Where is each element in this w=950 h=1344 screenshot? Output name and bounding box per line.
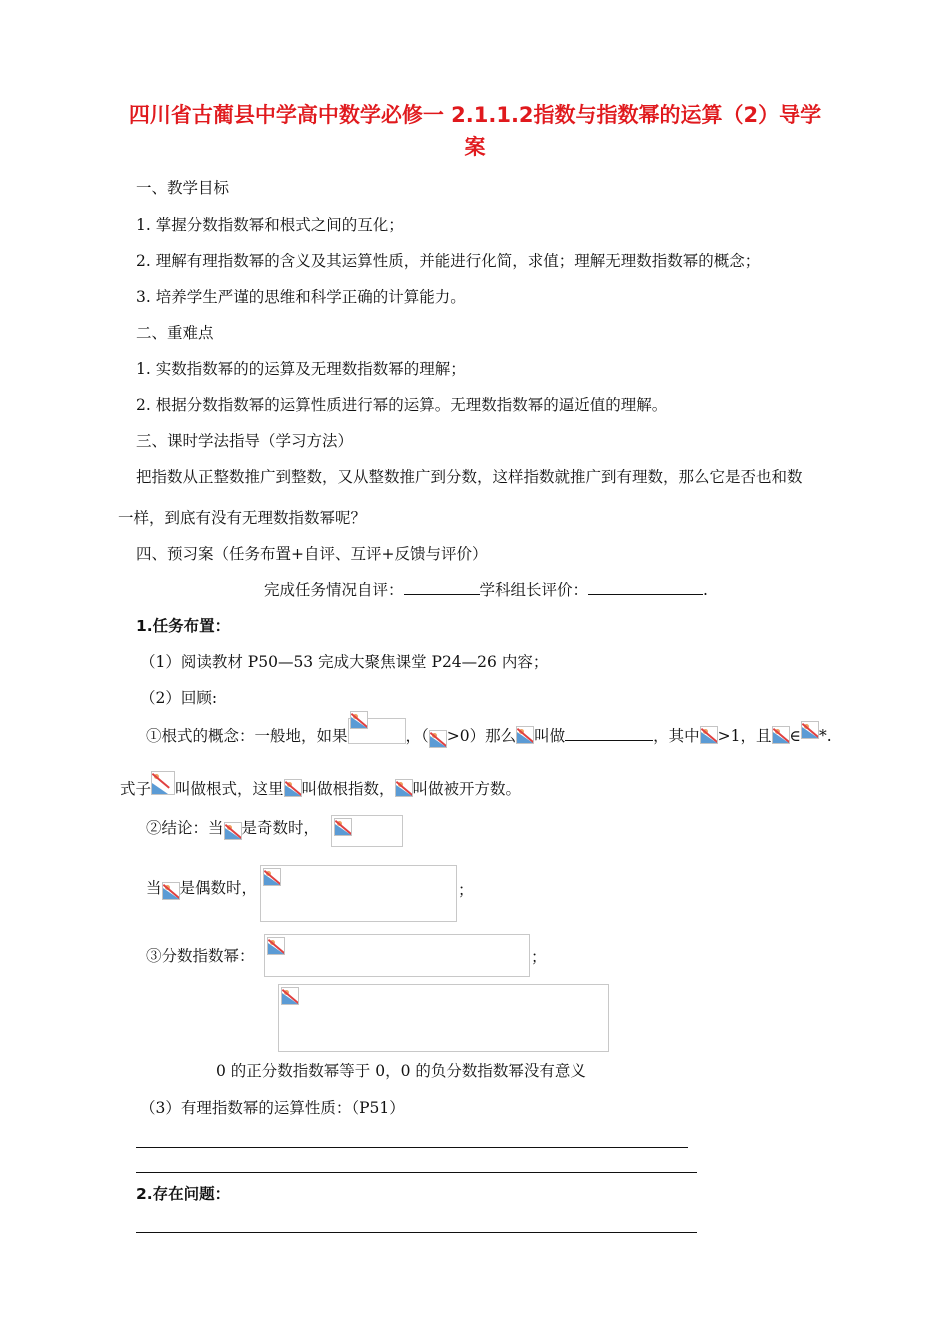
conclusion-text-a: ②结论：当 xyxy=(146,819,224,837)
task-heading: 1.任务布置： xyxy=(136,617,231,635)
section-method-heading: 三、课时学法指导（学习方法） xyxy=(136,432,354,450)
self-eval-label: 完成任务情况自评： xyxy=(264,581,404,599)
radical-concept-line xyxy=(146,718,832,748)
formula-image-n xyxy=(700,726,718,744)
problems-answer-line[interactable] xyxy=(136,1232,697,1233)
formula-image-radical xyxy=(151,771,175,795)
formula-image-n-odd xyxy=(224,822,242,840)
concept-text-e: ，其中 xyxy=(653,727,700,745)
formula-image-set-n xyxy=(801,721,819,739)
conclusion-text-d: 是偶数时， xyxy=(179,879,258,897)
section-objectives-heading: 一、教学目标 xyxy=(136,179,230,197)
formula-image-n-even xyxy=(162,882,180,900)
fraction-semicolon: ； xyxy=(531,948,547,966)
concept-text-b: ，（ xyxy=(405,727,429,745)
formula-box-even xyxy=(260,865,457,922)
concept-text-c: >0）那么 xyxy=(446,727,517,745)
keypoint-item-2: 2. 根据分数指数幂的运算性质进行幂的运算。无理数指数幂的逼近值的理解。 xyxy=(136,396,668,414)
section-preview-heading: 四、预习案（任务布置+自评、互评+反馈与评价） xyxy=(136,545,488,563)
concept-text-h: *. xyxy=(819,727,832,745)
leader-eval-label: 学科组长评价： xyxy=(479,581,589,599)
answer-line-1[interactable] xyxy=(136,1147,688,1148)
formula-image-index xyxy=(284,779,302,797)
concept-text-d: 叫做 xyxy=(534,727,566,745)
conclusion-semicolon: ； xyxy=(458,881,474,899)
broken-image-icon xyxy=(263,868,281,886)
broken-image-icon xyxy=(267,937,285,955)
concept-text-g: ∈ xyxy=(789,727,802,745)
evaluation-line xyxy=(264,578,708,600)
conclusion-even-line xyxy=(146,876,257,900)
conclusion-odd-line xyxy=(146,816,319,840)
task-review: （2）回顾: xyxy=(140,689,218,707)
broken-image-icon xyxy=(350,711,368,729)
formula-box-odd xyxy=(331,815,403,847)
section-keypoints-heading: 二、重难点 xyxy=(136,324,214,342)
problems-heading: 2.存在问题： xyxy=(136,1185,231,1203)
leader-eval-blank[interactable] xyxy=(588,580,703,595)
conclusion-text-b: 是奇数时， xyxy=(241,819,320,837)
objective-item-1: 1. 掌握分数指数幂和根式之间的互化； xyxy=(136,216,404,234)
rational-exponent-properties: （3）有理指数幂的运算性质：（P51） xyxy=(140,1099,405,1117)
radical-definition-line xyxy=(120,771,521,799)
answer-line-2[interactable] xyxy=(136,1172,697,1173)
formula-image-a xyxy=(429,730,447,748)
objective-item-3: 3. 培养学生严谨的思维和科学正确的计算能力。 xyxy=(136,288,466,306)
method-paragraph-line-1: 把指数从正整数推广到整数，又从整数推广到分数，这样指数就推广到有理数，那么它是否也和数 xyxy=(136,468,803,486)
fraction-exponent-label: ③分数指数幂： xyxy=(146,947,255,965)
formula-box-fraction-positive xyxy=(264,934,530,977)
radical-text-b: 叫做根式，这里 xyxy=(175,780,284,798)
objective-item-2: 2. 理解有理指数幂的含义及其运算性质，并能进行化简，求值；理解无理数指数幂的概念； xyxy=(136,252,761,270)
task-reading: （1）阅读教材 P50—53 完成大聚焦课堂 P24—26 内容； xyxy=(140,653,549,671)
formula-box-fraction-negative xyxy=(278,984,609,1052)
keypoint-item-1: 1. 实数指数幂的的运算及无理数指数幂的理解； xyxy=(136,360,466,378)
formula-image-n2 xyxy=(772,726,790,744)
concept-blank[interactable] xyxy=(565,726,653,741)
broken-image-icon xyxy=(281,987,299,1005)
concept-text-a: ①根式的概念：一般地，如果 xyxy=(146,727,348,745)
broken-image-icon xyxy=(334,818,352,836)
formula-image-x xyxy=(516,726,534,744)
title-line-2: 案 xyxy=(464,135,486,159)
conclusion-text-c: 当 xyxy=(146,879,162,897)
document-title xyxy=(80,99,870,161)
evaluation-end-dot: . xyxy=(703,581,708,599)
zero-exponent-note: 0 的正分数指数幂等于 0，0 的负分数指数幂没有意义 xyxy=(216,1062,586,1080)
self-eval-blank[interactable] xyxy=(404,580,480,595)
radical-text-a: 式子 xyxy=(120,780,152,798)
formula-image-equation xyxy=(348,718,406,744)
radical-text-c: 叫做根指数， xyxy=(301,780,395,798)
radical-text-d: 叫做被开方数。 xyxy=(412,780,522,798)
concept-text-f: >1，且 xyxy=(717,727,772,745)
title-line-1: 四川省古蔺县中学高中数学必修一 2.1.1.2指数与指数幂的运算（2）导学 xyxy=(128,103,822,127)
formula-image-radicand xyxy=(395,779,413,797)
method-paragraph-line-2: 一样，到底有没有无理数指数幂呢？ xyxy=(118,509,367,527)
